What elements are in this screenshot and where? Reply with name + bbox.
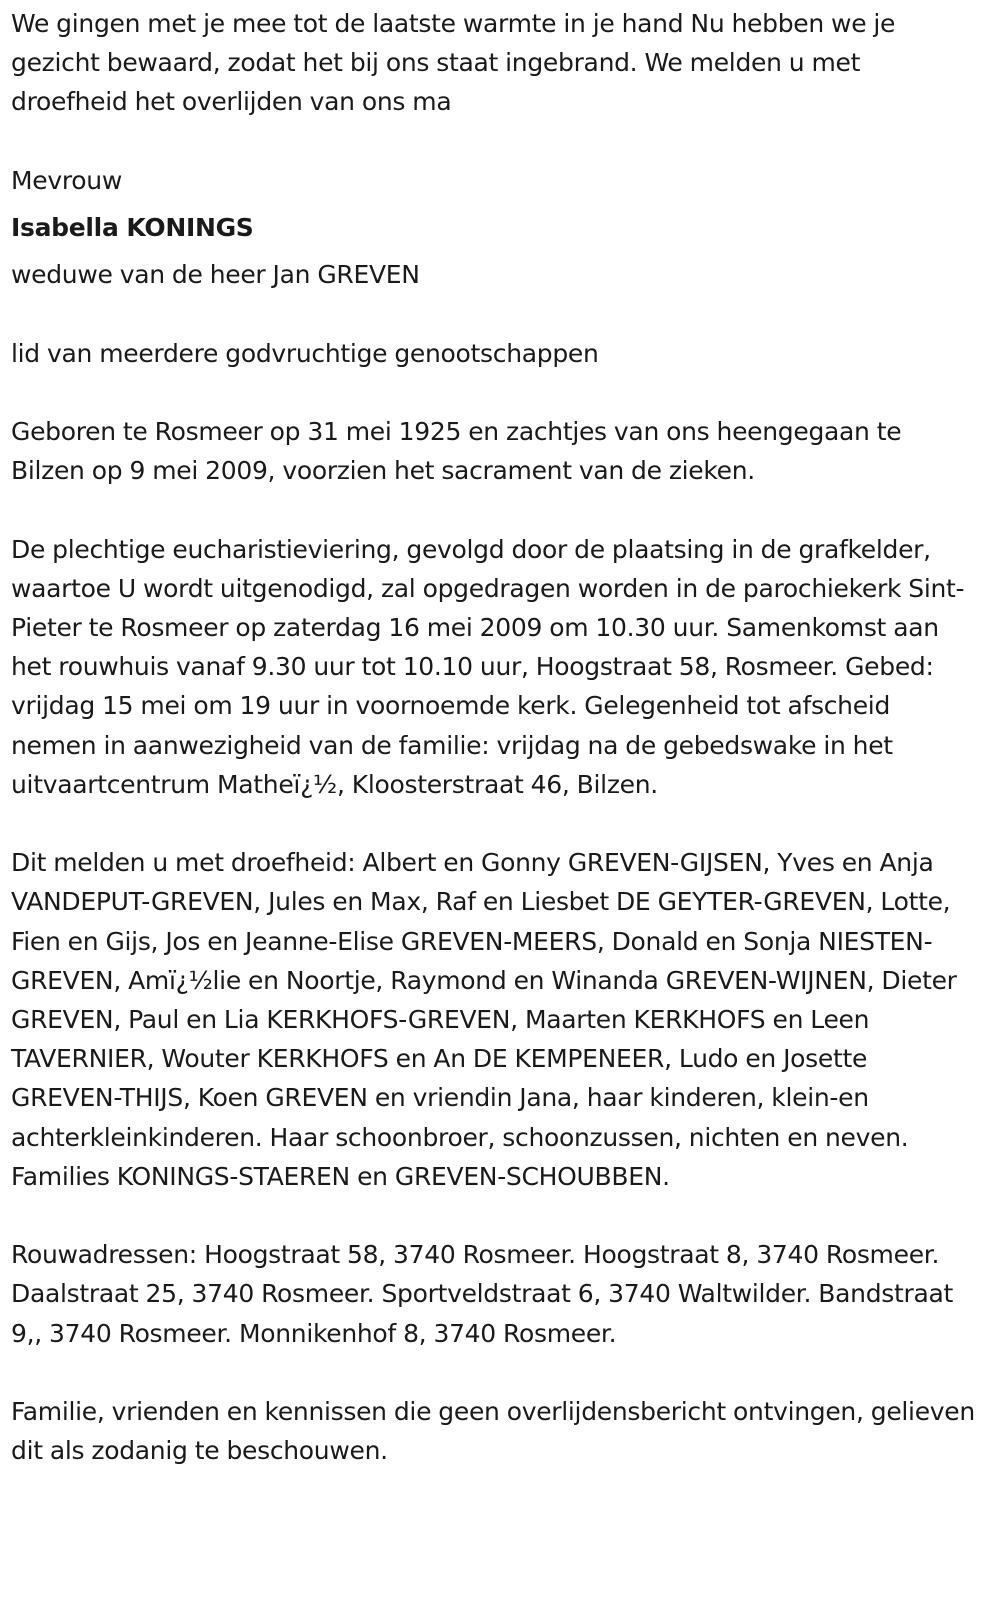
deceased-name: Isabella KONINGS [11, 213, 254, 242]
membership-line: lid van meerdere godvruchtige genootschappen [11, 338, 599, 368]
family-paragraph: Dit melden u met droefheid: Albert en Gonny GREVEN-GIJSEN, Yves en Anja VANDEPUT-GREVEN, Jules en Max, Raf en Liesbet DE GEYTER-GREVEN, Lotte, Fien en Gijs, Jos en Jeanne-Elise GREVEN-MEERS, Donald en Sonja NIESTEN-GREVEN, Amï¿½lie en Noortje, Raymond en Winanda GREVEN-WIJNEN, Dieter GREVEN, Paul en Lia KERKHOFS-GREVEN, Maarten KERKHOFS en Leen TAVERNIER, Wouter KERKHOFS en An DE KEMPENEER, Ludo en Josette GREVEN-THIJS, Koen GREVEN en vriendin Jana, haar kinderen, klein-en achterkleinkinderen. Haar schoonbroer, schoonzussen, nichten en neven. Families KONINGS-STAEREN en GREVEN-SCHOUBBEN. [11, 848, 957, 1191]
widow-of-line: weduwe van de heer Jan GREVEN [11, 260, 420, 290]
birth-death-paragraph: Geboren te Rosmeer op 31 mei 1925 en zachtjes van ons heengegaan te Bilzen op 9 mei 2009, voorzien het sacrament van de zieken. [11, 416, 902, 486]
salutation: Mevrouw [11, 165, 122, 195]
addresses-paragraph: Rouwadressen: Hoogstraat 58, 3740 Rosmeer. Hoogstraat 8, 3740 Rosmeer. Daalstraat 25, 3740 Rosmeer. Sportveldstraat 6, 3740 Waltwilder. Bandstraat 9,, 3740 Rosmeer. Monnikenhof 8, 3740 Rosmeer. [11, 1240, 954, 1348]
intro-paragraph: We gingen met je mee tot de laatste warmte in je hand Nu hebben we je gezicht bewaard, zodat het bij ons staat ingebrand. We melden u met droefheid het overlijden van ons ma [11, 9, 896, 117]
ceremony-paragraph: De plechtige eucharistieviering, gevolgd door de plaatsing in de grafkelder, waartoe U wordt uitgenodigd, zal opgedragen worden in de parochiekerk Sint-Pieter te Rosmeer op zaterdag 16 mei 2009 om 10.30 uur. Samenkomst aan het rouwhuis vanaf 9.30 uur tot 10.10 uur, Hoogstraat 58, Rosmeer. Gebed: vrijdag 15 mei om 19 uur in voornoemde kerk. Gelegenheid tot afscheid nemen in aanwezigheid van de familie: vrijdag na de gebedswake in het uitvaartcentrum Matheï¿½, Kloosterstraat 46, Bilzen. [11, 534, 965, 799]
closing-paragraph: Familie, vrienden en kennissen die geen overlijdensbericht ontvingen, gelieven dit als zodanig te beschouwen. [11, 1397, 975, 1466]
